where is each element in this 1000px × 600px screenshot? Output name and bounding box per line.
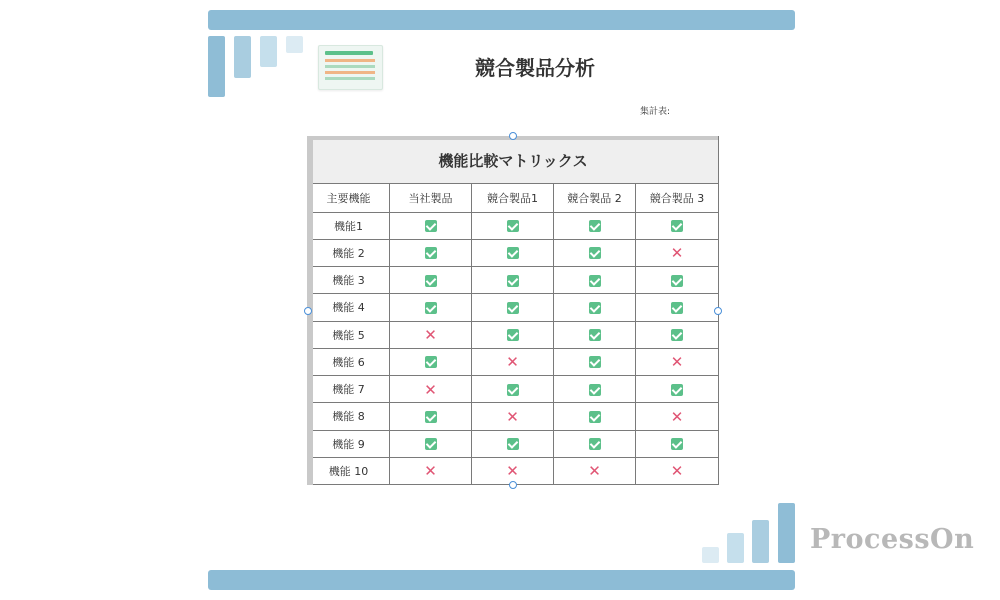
check-icon	[671, 302, 683, 314]
resize-handle-left[interactable]	[304, 307, 312, 315]
decor-bar	[778, 503, 795, 563]
column-header: 競合製品 3	[636, 184, 719, 212]
decor-bar	[234, 36, 251, 78]
check-icon	[507, 438, 519, 450]
feature-name-cell: 機能 2	[308, 239, 390, 266]
check-icon	[589, 275, 601, 287]
cross-icon: ✕	[424, 462, 437, 481]
check-icon	[671, 384, 683, 396]
status-cell	[636, 212, 719, 239]
check-icon	[589, 247, 601, 259]
check-icon	[507, 329, 519, 341]
status-cell	[390, 376, 472, 403]
status-cell	[554, 376, 636, 403]
bottom-decor-bar	[208, 570, 795, 590]
status-cell	[390, 430, 472, 457]
feature-name-cell: 機能 6	[308, 348, 390, 375]
cross-icon: ✕	[588, 462, 601, 481]
feature-matrix-table[interactable]	[307, 136, 718, 485]
top-decor-bar	[208, 10, 795, 30]
cross-icon: ✕	[670, 244, 684, 263]
resize-handle-right[interactable]	[714, 307, 722, 315]
status-cell	[636, 348, 719, 375]
column-header: 主要機能	[308, 184, 390, 212]
status-cell	[554, 430, 636, 457]
feature-name-cell: 機能 10	[308, 457, 390, 484]
cross-icon: ✕	[506, 353, 519, 372]
status-cell	[554, 321, 636, 348]
feature-name-cell: 機能 9	[308, 430, 390, 457]
page-title: 競合製品分析	[475, 56, 595, 80]
cross-icon: ✕	[424, 380, 437, 399]
resize-handle-top[interactable]	[509, 132, 517, 140]
check-icon	[425, 411, 437, 423]
feature-name-cell: 機能 5	[308, 321, 390, 348]
status-cell	[636, 457, 719, 484]
check-icon	[671, 329, 683, 341]
check-icon	[589, 329, 601, 341]
check-icon	[507, 384, 519, 396]
status-cell	[390, 239, 472, 266]
table-row	[308, 403, 719, 430]
table-row	[308, 376, 719, 403]
status-cell	[472, 267, 554, 294]
check-icon	[425, 302, 437, 314]
status-cell	[554, 403, 636, 430]
check-icon	[589, 384, 601, 396]
feature-name-cell: 機能1	[308, 212, 390, 239]
status-cell	[472, 348, 554, 375]
table-row	[308, 294, 719, 321]
check-icon	[671, 438, 683, 450]
table-row	[308, 348, 719, 375]
watermark-logo-text: ProcessOn	[810, 524, 975, 555]
status-cell	[554, 212, 636, 239]
status-cell	[636, 267, 719, 294]
status-cell	[554, 348, 636, 375]
check-icon	[589, 302, 601, 314]
column-header: 競合製品1	[472, 184, 554, 212]
resize-handle-bottom[interactable]	[509, 481, 517, 489]
status-cell	[390, 321, 472, 348]
cross-icon: ✕	[424, 326, 437, 345]
column-header: 当社製品	[390, 184, 472, 212]
check-icon	[507, 275, 519, 287]
status-cell	[390, 403, 472, 430]
status-cell	[554, 239, 636, 266]
cross-icon: ✕	[506, 407, 519, 426]
decor-bar	[727, 533, 744, 563]
check-icon	[589, 411, 601, 423]
status-cell	[472, 212, 554, 239]
status-cell	[554, 457, 636, 484]
column-header: 競合製品 2	[554, 184, 636, 212]
matrix-title: 機能比較マトリックス	[308, 137, 719, 184]
table-row	[308, 430, 719, 457]
check-icon	[425, 220, 437, 232]
check-icon	[589, 438, 601, 450]
decor-bar	[702, 547, 719, 563]
check-icon	[671, 275, 683, 287]
check-icon	[589, 220, 601, 232]
summary-label: 集計表:	[640, 107, 671, 117]
check-icon	[425, 247, 437, 259]
cross-icon: ✕	[670, 353, 684, 372]
status-cell	[390, 348, 472, 375]
check-icon	[425, 356, 437, 368]
status-cell	[636, 376, 719, 403]
feature-name-cell: 機能 8	[308, 403, 390, 430]
feature-name-cell: 機能 3	[308, 267, 390, 294]
cross-icon: ✕	[506, 462, 519, 481]
status-cell	[554, 267, 636, 294]
check-icon	[507, 302, 519, 314]
check-icon	[589, 356, 601, 368]
cross-icon: ✕	[670, 407, 684, 426]
decor-bar	[260, 36, 277, 67]
status-cell	[390, 212, 472, 239]
cross-icon: ✕	[670, 462, 684, 481]
decor-bar	[208, 36, 225, 97]
status-cell	[390, 457, 472, 484]
status-cell	[636, 321, 719, 348]
status-cell	[472, 430, 554, 457]
status-cell	[390, 294, 472, 321]
check-icon	[507, 220, 519, 232]
status-cell	[636, 430, 719, 457]
table-row	[308, 212, 719, 239]
status-cell	[636, 239, 719, 266]
check-icon	[507, 247, 519, 259]
check-icon	[671, 220, 683, 232]
status-cell	[472, 403, 554, 430]
decor-bar	[286, 36, 303, 53]
status-cell	[472, 321, 554, 348]
table-row	[308, 321, 719, 348]
table-row	[308, 239, 719, 266]
check-icon	[425, 438, 437, 450]
status-cell	[472, 239, 554, 266]
feature-name-cell: 機能 4	[308, 294, 390, 321]
status-cell	[390, 267, 472, 294]
status-cell	[472, 376, 554, 403]
check-icon	[425, 275, 437, 287]
decor-bar	[752, 520, 769, 563]
status-cell	[554, 294, 636, 321]
status-cell	[636, 294, 719, 321]
feature-name-cell: 機能 7	[308, 376, 390, 403]
status-cell	[636, 403, 719, 430]
status-cell	[472, 294, 554, 321]
table-row	[308, 267, 719, 294]
spreadsheet-thumbnail-image	[318, 45, 383, 90]
